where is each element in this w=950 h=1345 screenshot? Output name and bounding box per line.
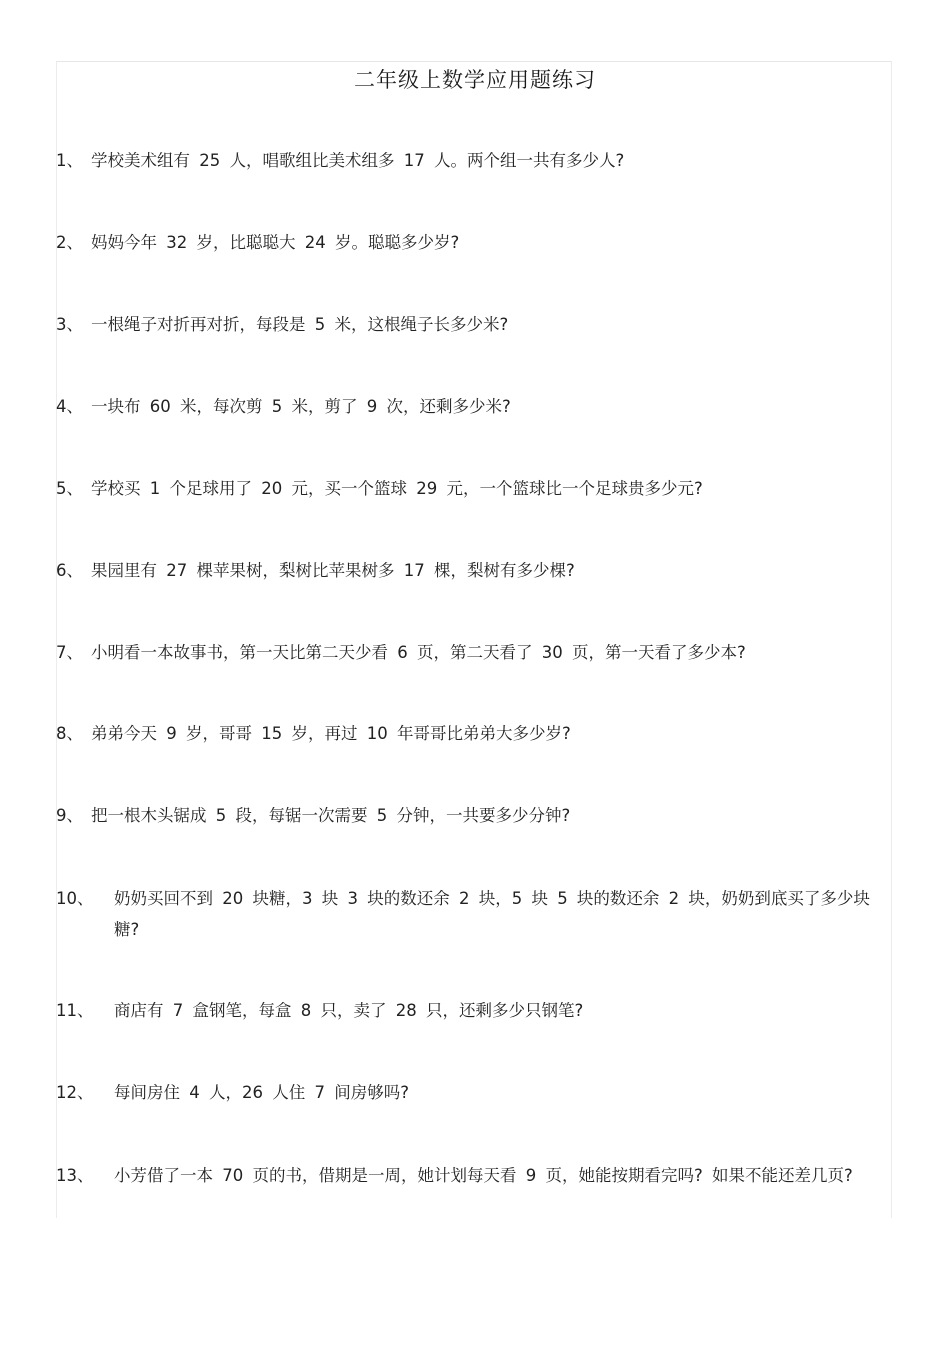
question-number: 8、 (56, 724, 83, 743)
question-number: 1、 (56, 151, 83, 170)
question-8 (56, 718, 886, 749)
question-number: 11、 (56, 1001, 94, 1020)
question-13 (56, 1160, 886, 1191)
question-4 (56, 391, 886, 422)
question-number: 3、 (56, 315, 83, 334)
question-11 (56, 995, 886, 1026)
question-text: 一根绳子对折再对折，每段是 5 米，这根绳子长多少米? (91, 315, 509, 334)
question-number: 10、 (56, 889, 94, 908)
question-text: 学校买 1 个足球用了 20 元，买一个篮球 29 元，一个篮球比一个足球贵多少元? (91, 479, 703, 498)
question-text: 学校美术组有 25 人，唱歌组比美术组多 17 人。两个组一共有多少人? (91, 151, 625, 170)
question-3 (56, 309, 886, 340)
question-text: 一块布 60 米，每次剪 5 米，剪了 9 次，还剩多少米? (91, 397, 511, 416)
question-number: 4、 (56, 397, 83, 416)
question-number: 7、 (56, 643, 83, 662)
question-text: 妈妈今年 32 岁，比聪聪大 24 岁。聪聪多少岁? (91, 233, 460, 252)
question-6 (56, 555, 886, 586)
question-text: 小明看一本故事书，第一天比第二天少看 6 页，第二天看了 30 页，第一天看了多少本? (91, 643, 746, 662)
question-text: 果园里有 27 棵苹果树，梨树比苹果树多 17 棵，梨树有多少棵? (91, 561, 575, 580)
question-number: 12、 (56, 1083, 94, 1102)
question-number: 13、 (56, 1166, 94, 1185)
question-9 (56, 800, 886, 831)
question-text: 每间房住 4 人，26 人住 7 间房够吗? (114, 1083, 409, 1102)
question-1 (56, 145, 886, 176)
question-text: 把一根木头锯成 5 段，每锯一次需要 5 分钟，一共要多少分钟? (91, 806, 571, 825)
question-12 (56, 1077, 886, 1108)
question-number: 6、 (56, 561, 83, 580)
question-number: 2、 (56, 233, 83, 252)
page-title: 二年级上数学应用题练习 (354, 68, 596, 92)
question-number: 9、 (56, 806, 83, 825)
question-text: 奶奶买回不到 20 块糖，3 块 3 块的数还余 2 块，5 块 5 块的数还余 2 块，奶奶到底买了多少块糖? (114, 889, 870, 939)
question-7 (56, 637, 886, 668)
question-10 (56, 883, 886, 945)
question-text: 商店有 7 盒钢笔，每盒 8 只，卖了 28 只，还剩多少只钢笔? (114, 1001, 584, 1020)
question-text: 弟弟今天 9 岁，哥哥 15 岁，再过 10 年哥哥比弟弟大多少岁? (91, 724, 571, 743)
question-5 (56, 473, 886, 504)
question-text: 小芳借了一本 70 页的书，借期是一周，她计划每天看 9 页，她能按期看完吗? 如果不能还差几页? (114, 1166, 853, 1185)
question-2 (56, 227, 886, 258)
question-number: 5、 (56, 479, 83, 498)
